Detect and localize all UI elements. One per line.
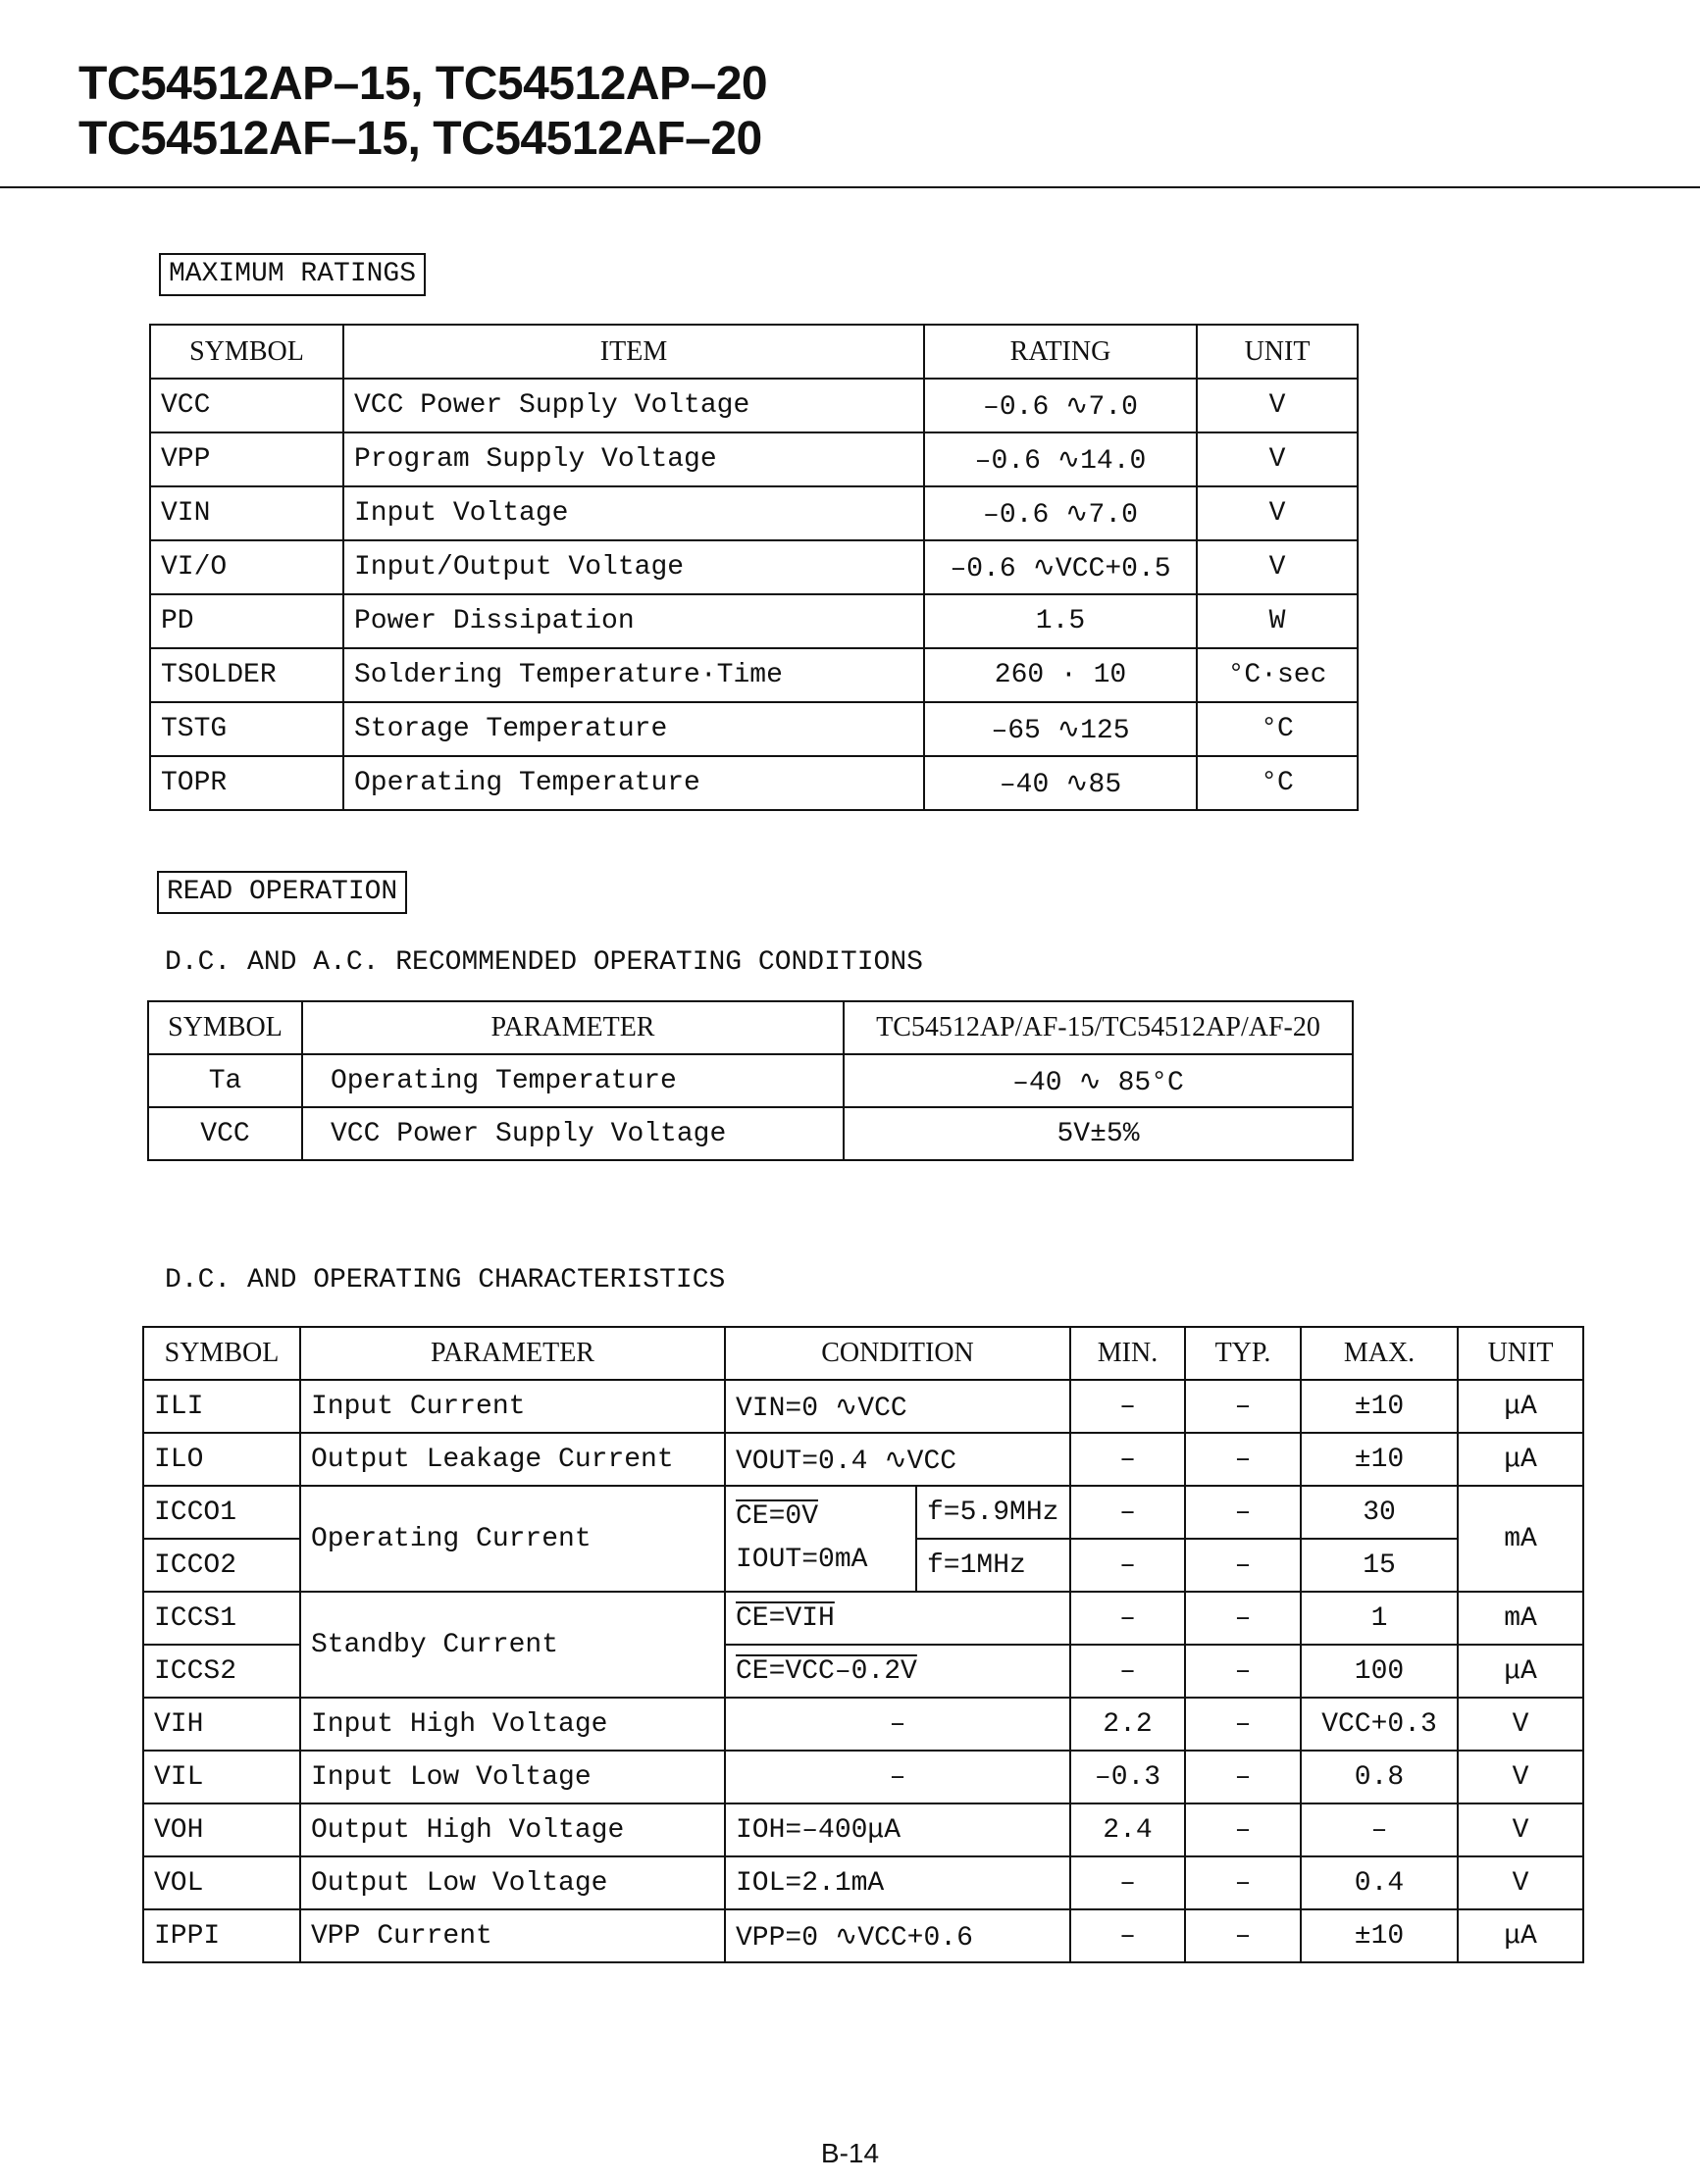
symbol-cell: TSOLDER — [150, 648, 343, 702]
symbol-cell: VCC — [150, 379, 343, 432]
min-cell: – — [1070, 1539, 1185, 1592]
symbol-cell: VIN — [150, 486, 343, 540]
condition-cell: IOL=2.1mA — [725, 1856, 1070, 1909]
dc-characteristics-heading: D.C. AND OPERATING CHARACTERISTICS — [165, 1265, 726, 1295]
table-row — [150, 702, 1358, 756]
symbol-cell: VOL — [143, 1856, 300, 1909]
rating-cell: –0.6 ∿7.0 — [924, 486, 1197, 540]
typ-cell: – — [1185, 1698, 1301, 1751]
min-cell: – — [1070, 1856, 1185, 1909]
symbol-cell: TOPR — [150, 756, 343, 810]
min-cell: – — [1070, 1380, 1185, 1433]
typ-cell: – — [1185, 1592, 1301, 1645]
table-row — [143, 1486, 1583, 1539]
parameter-cell: Output Leakage Current — [300, 1433, 725, 1486]
max-cell: 30 — [1301, 1486, 1458, 1539]
max-cell: 15 — [1301, 1539, 1458, 1592]
dc-characteristics-table — [142, 1326, 1584, 1963]
part-numbers-line-2: TC54512AF–15, TC54512AF–20 — [78, 113, 762, 165]
table-row — [143, 1803, 1583, 1856]
symbol-cell: VIL — [143, 1751, 300, 1803]
table-row — [143, 1433, 1583, 1486]
unit-cell: V — [1458, 1856, 1583, 1909]
value-cell: 5V±5% — [844, 1107, 1353, 1160]
parameter-cell: Input High Voltage — [300, 1698, 725, 1751]
condition-cell: – — [725, 1751, 1070, 1803]
unit-cell: V — [1458, 1751, 1583, 1803]
table-row — [143, 1592, 1583, 1645]
parameter-cell: VPP Current — [300, 1909, 725, 1962]
recommended-conditions-heading: D.C. AND A.C. RECOMMENDED OPERATING CONDITIONS — [165, 947, 923, 978]
table-row — [150, 648, 1358, 702]
symbol-cell: ICCS2 — [143, 1645, 300, 1698]
typ-cell: – — [1185, 1909, 1301, 1962]
value-cell: –40 ∿ 85°C — [844, 1054, 1353, 1107]
item-cell: Soldering Temperature·Time — [343, 648, 924, 702]
typ-cell: – — [1185, 1645, 1301, 1698]
item-cell: Program Supply Voltage — [343, 432, 924, 486]
maximum-ratings-label: MAXIMUM RATINGS — [159, 253, 426, 296]
condition-cell: – — [725, 1698, 1070, 1751]
output-current-condition: IOUT=0mA — [736, 1545, 868, 1575]
unit-cell: °C — [1197, 756, 1358, 810]
typ-cell: – — [1185, 1380, 1301, 1433]
min-cell: 2.4 — [1070, 1803, 1185, 1856]
item-cell: Input/Output Voltage — [343, 540, 924, 594]
symbol-cell: ICCO2 — [143, 1539, 300, 1592]
min-cell: – — [1070, 1909, 1185, 1962]
typ-cell: – — [1185, 1486, 1301, 1539]
unit-cell: °C — [1197, 702, 1358, 756]
unit-cell: μA — [1458, 1909, 1583, 1962]
column-header: TC54512AP/AF-15/TC54512AP/AF-20 — [844, 1001, 1353, 1054]
max-cell: – — [1301, 1803, 1458, 1856]
unit-cell: V — [1197, 379, 1358, 432]
condition-cell — [725, 1645, 1070, 1698]
table-header-row — [150, 325, 1358, 379]
standby-condition-2: CE=VCC–0.2V — [736, 1655, 917, 1687]
parameter-cell: Standby Current — [300, 1592, 725, 1698]
typ-cell: – — [1185, 1856, 1301, 1909]
item-cell: Storage Temperature — [343, 702, 924, 756]
rating-cell: –0.6 ∿7.0 — [924, 379, 1197, 432]
max-cell: 0.8 — [1301, 1751, 1458, 1803]
symbol-cell: ILI — [143, 1380, 300, 1433]
unit-cell: V — [1197, 486, 1358, 540]
typ-cell: – — [1185, 1539, 1301, 1592]
page-header — [78, 57, 767, 167]
item-cell: Power Dissipation — [343, 594, 924, 648]
rating-cell: 260 · 10 — [924, 648, 1197, 702]
frequency-cell: f=1MHz — [916, 1539, 1070, 1592]
item-cell: VCC Power Supply Voltage — [343, 379, 924, 432]
chip-enable-condition: CE=0V — [736, 1501, 819, 1532]
symbol-cell: VOH — [143, 1803, 300, 1856]
table-row — [143, 1909, 1583, 1962]
column-header: RATING — [924, 325, 1197, 379]
unit-cell: V — [1197, 540, 1358, 594]
symbol-cell: VCC — [148, 1107, 302, 1160]
column-header: CONDITION — [725, 1327, 1070, 1380]
column-header: UNIT — [1197, 325, 1358, 379]
unit-cell: μA — [1458, 1433, 1583, 1486]
symbol-cell: TSTG — [150, 702, 343, 756]
unit-cell: V — [1458, 1698, 1583, 1751]
item-cell: Operating Temperature — [343, 756, 924, 810]
rating-cell: –40 ∿85 — [924, 756, 1197, 810]
column-header: MAX. — [1301, 1327, 1458, 1380]
table-row — [148, 1054, 1353, 1107]
table-row — [150, 756, 1358, 810]
unit-cell: V — [1458, 1803, 1583, 1856]
table-row — [143, 1380, 1583, 1433]
parameter-cell: VCC Power Supply Voltage — [302, 1107, 844, 1160]
rating-cell: 1.5 — [924, 594, 1197, 648]
rating-cell: –65 ∿125 — [924, 702, 1197, 756]
symbol-cell: ILO — [143, 1433, 300, 1486]
condition-cell: VPP=0 ∿VCC+0.6 — [725, 1909, 1070, 1962]
min-cell: 2.2 — [1070, 1698, 1185, 1751]
frequency-cell: f=5.9MHz — [916, 1486, 1070, 1539]
symbol-cell: VI/O — [150, 540, 343, 594]
parameter-cell: Operating Temperature — [302, 1054, 844, 1107]
column-header: TYP. — [1185, 1327, 1301, 1380]
typ-cell: – — [1185, 1433, 1301, 1486]
unit-cell: mA — [1458, 1486, 1583, 1592]
max-cell: 1 — [1301, 1592, 1458, 1645]
item-cell: Input Voltage — [343, 486, 924, 540]
column-header: MIN. — [1070, 1327, 1185, 1380]
column-header: SYMBOL — [143, 1327, 300, 1380]
symbol-cell: PD — [150, 594, 343, 648]
unit-cell: °C·sec — [1197, 648, 1358, 702]
typ-cell: – — [1185, 1751, 1301, 1803]
column-header: SYMBOL — [150, 325, 343, 379]
column-header: SYMBOL — [148, 1001, 302, 1054]
symbol-cell: ICCO1 — [143, 1486, 300, 1539]
table-header-row — [143, 1327, 1583, 1380]
condition-cell: VOUT=0.4 ∿VCC — [725, 1433, 1070, 1486]
symbol-cell: Ta — [148, 1054, 302, 1107]
max-cell: VCC+0.3 — [1301, 1698, 1458, 1751]
condition-cell: IOH=–400μA — [725, 1803, 1070, 1856]
table-row — [143, 1751, 1583, 1803]
max-cell: ±10 — [1301, 1909, 1458, 1962]
read-operation-label: READ OPERATION — [157, 871, 407, 914]
parameter-cell: Operating Current — [300, 1486, 725, 1592]
table-row — [150, 486, 1358, 540]
maximum-ratings-table — [149, 324, 1359, 811]
unit-cell: mA — [1458, 1592, 1583, 1645]
max-cell: 0.4 — [1301, 1856, 1458, 1909]
min-cell: – — [1070, 1592, 1185, 1645]
rating-cell: –0.6 ∿14.0 — [924, 432, 1197, 486]
table-row — [150, 379, 1358, 432]
column-header: PARAMETER — [302, 1001, 844, 1054]
condition-cell: VIN=0 ∿VCC — [725, 1380, 1070, 1433]
table-row — [148, 1107, 1353, 1160]
parameter-cell: Input Current — [300, 1380, 725, 1433]
header-rule — [0, 186, 1700, 188]
min-cell: – — [1070, 1433, 1185, 1486]
rating-cell: –0.6 ∿VCC+0.5 — [924, 540, 1197, 594]
min-cell: –0.3 — [1070, 1751, 1185, 1803]
column-header: PARAMETER — [300, 1327, 725, 1380]
table-row — [143, 1698, 1583, 1751]
symbol-cell: VPP — [150, 432, 343, 486]
max-cell: 100 — [1301, 1645, 1458, 1698]
table-row — [150, 594, 1358, 648]
standby-condition-1: CE=VIH — [736, 1602, 835, 1634]
parameter-cell: Input Low Voltage — [300, 1751, 725, 1803]
unit-cell: V — [1197, 432, 1358, 486]
table-row — [150, 432, 1358, 486]
recommended-conditions-table — [147, 1000, 1354, 1161]
column-header: ITEM — [343, 325, 924, 379]
symbol-cell: VIH — [143, 1698, 300, 1751]
column-header: UNIT — [1458, 1327, 1583, 1380]
symbol-cell: IPPI — [143, 1909, 300, 1962]
part-numbers-line-1: TC54512AP–15, TC54512AP–20 — [78, 58, 768, 110]
condition-cell — [725, 1486, 916, 1592]
min-cell: – — [1070, 1645, 1185, 1698]
min-cell: – — [1070, 1486, 1185, 1539]
table-row — [143, 1856, 1583, 1909]
parameter-cell: Output Low Voltage — [300, 1856, 725, 1909]
table-row — [150, 540, 1358, 594]
parameter-cell: Output High Voltage — [300, 1803, 725, 1856]
typ-cell: – — [1185, 1803, 1301, 1856]
unit-cell: W — [1197, 594, 1358, 648]
symbol-cell: ICCS1 — [143, 1592, 300, 1645]
max-cell: ±10 — [1301, 1380, 1458, 1433]
max-cell: ±10 — [1301, 1433, 1458, 1486]
condition-cell — [725, 1592, 1070, 1645]
table-header-row — [148, 1001, 1353, 1054]
unit-cell: μA — [1458, 1380, 1583, 1433]
unit-cell: μA — [1458, 1645, 1583, 1698]
page-number: B-14 — [820, 2138, 880, 2168]
